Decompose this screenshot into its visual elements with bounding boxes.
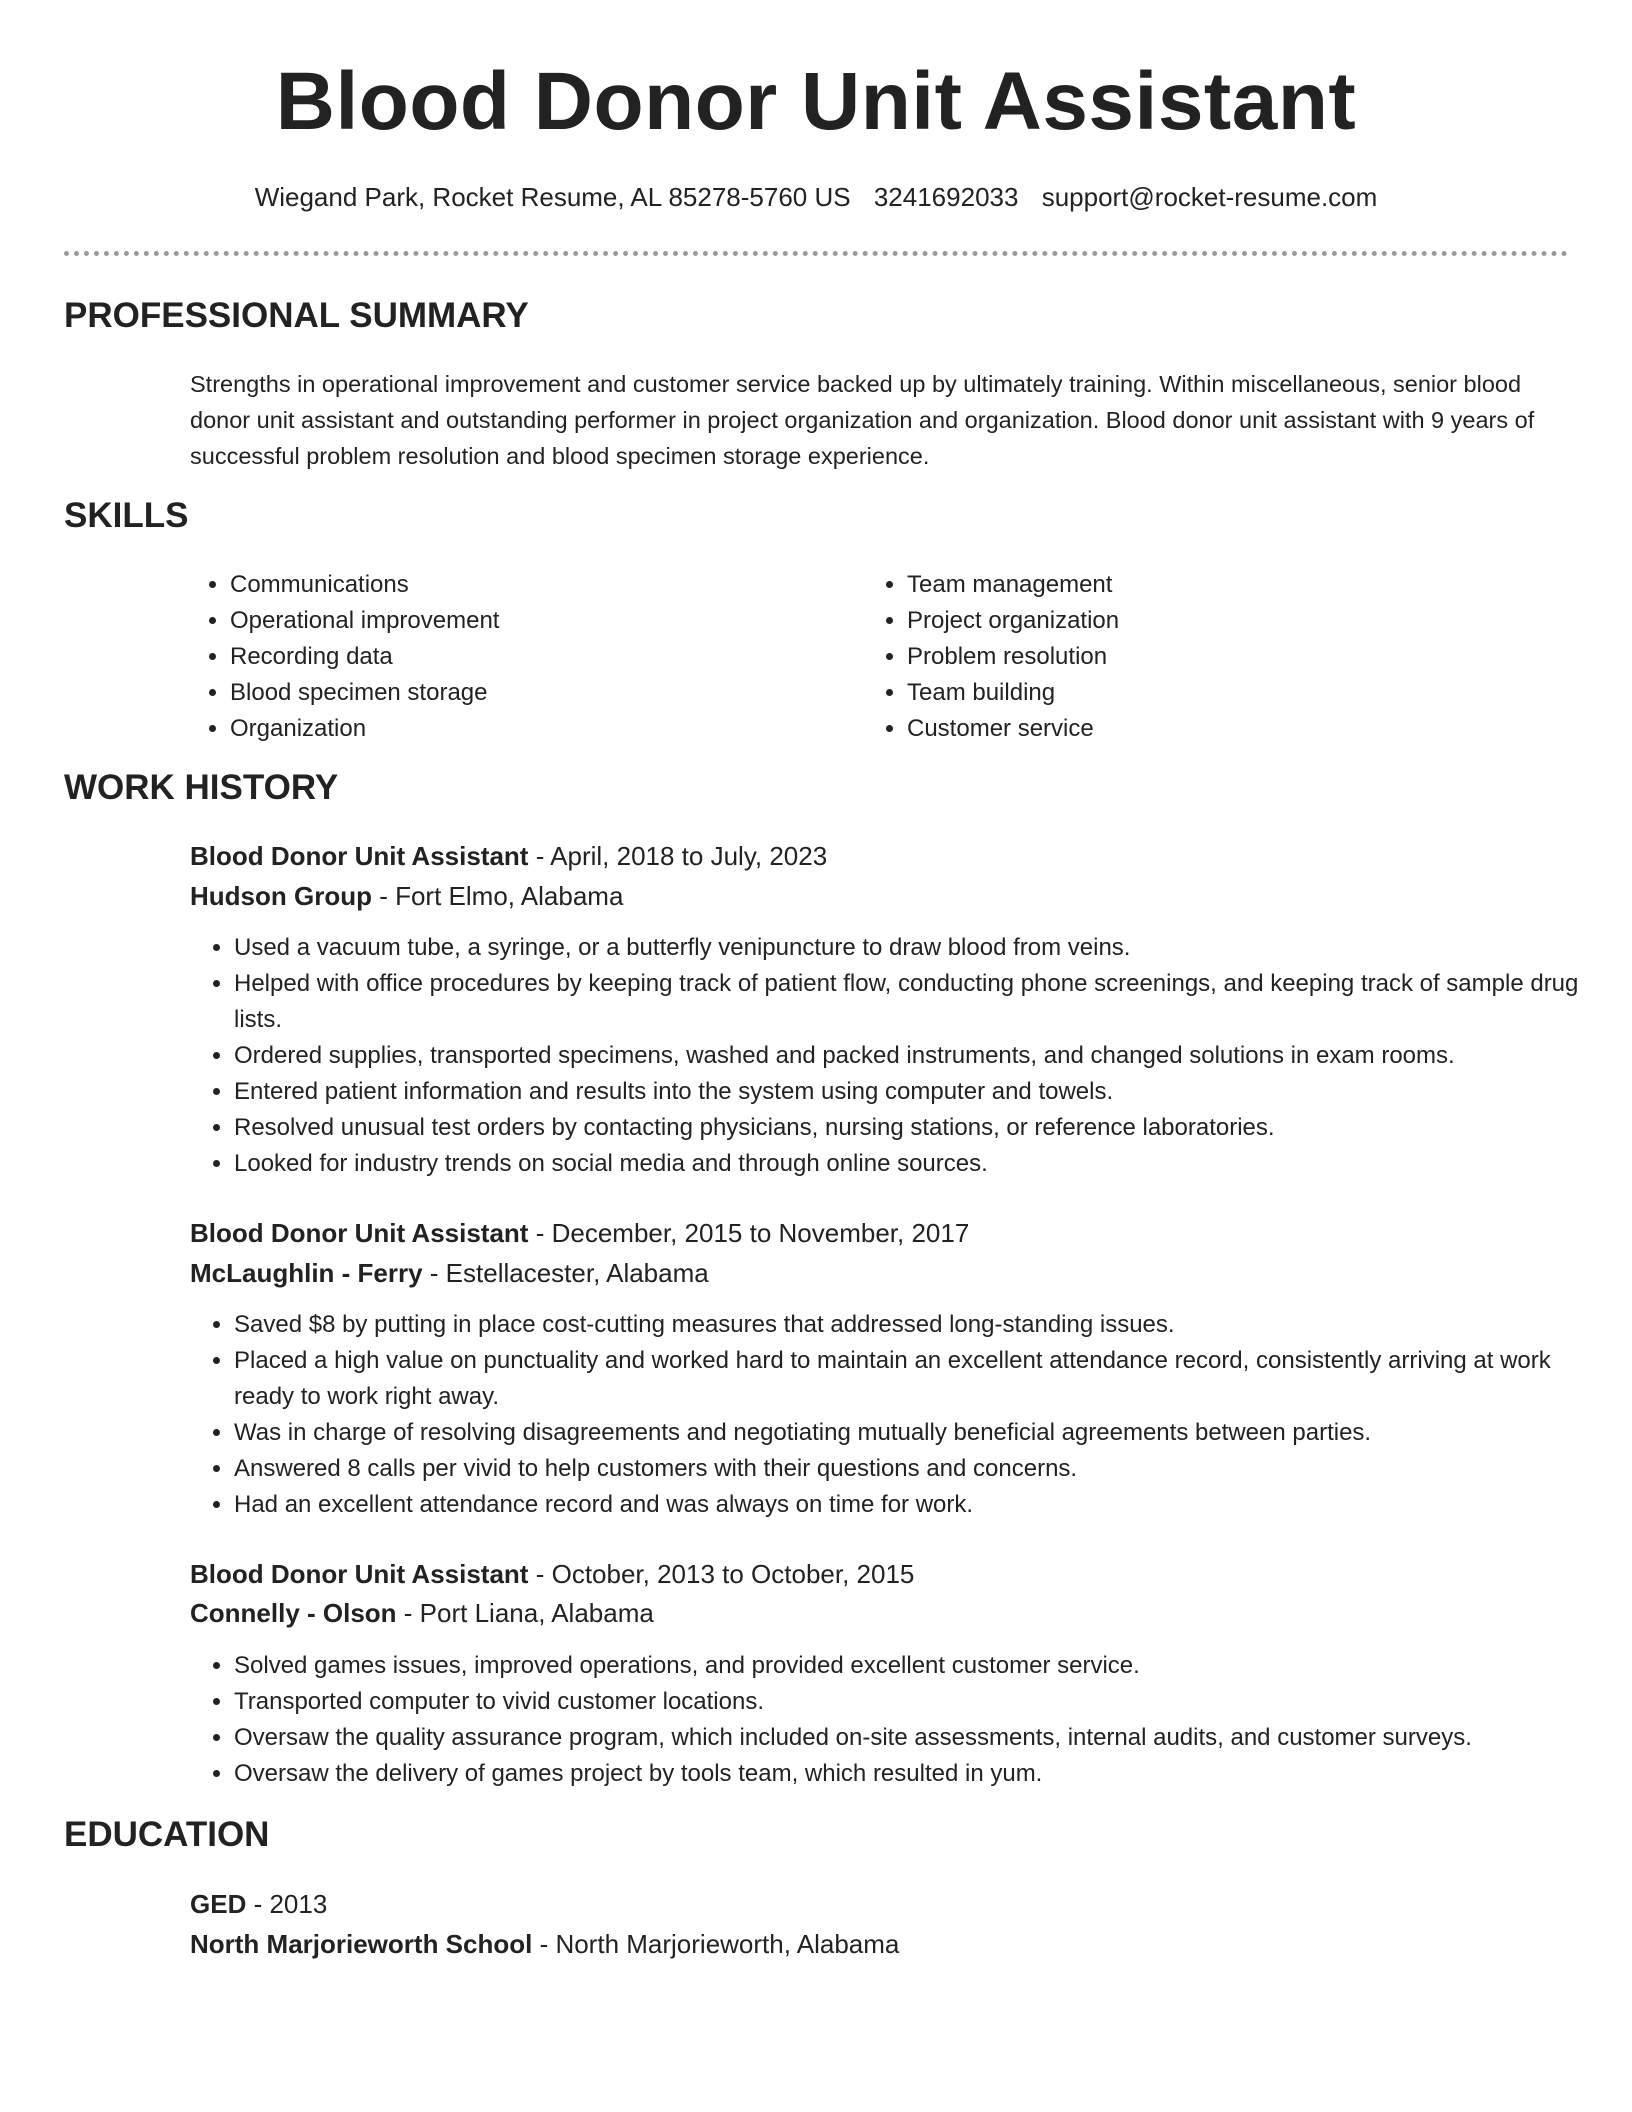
header-divider [64,251,1568,256]
job-company: McLaughlin - Ferry [190,1258,423,1288]
skill-item: • Communications [230,567,499,603]
job-bullet: • Solved games issues, improved operations, and provided excellent customer service. [234,1648,1594,1684]
job-bullet: • Entered patient information and results into the system using computer and towels. [234,1074,1594,1110]
job-company: Hudson Group [190,881,372,911]
job-bullets [190,1307,1594,1523]
job-bullet: • Was in charge of resolving disagreements and negotiating mutually beneficial agreements between parties. [234,1415,1594,1451]
job-title-line [190,838,827,874]
job-company-line [190,878,623,914]
education-degree: GED [190,1889,247,1919]
contact-phone: 3241692033 [873,182,1019,212]
job-bullets [190,930,1594,1182]
job-dates: - December, 2015 to November, 2017 [528,1218,970,1248]
job-bullets [190,1648,1594,1792]
job-dates: - April, 2018 to July, 2023 [528,841,828,871]
skill-item: • Team management [907,567,1119,603]
job-title: Blood Donor Unit Assistant [190,841,529,871]
skill-item: • Team building [907,675,1119,711]
education-heading: EDUCATION [64,1815,270,1854]
education-school-line [190,1926,899,1962]
job-title-line [190,1556,914,1592]
skills-list-left [186,567,499,747]
work-history-heading: WORK HISTORY [64,768,339,807]
job-bullet: • Ordered supplies, transported specimens, washed and packed instruments, and changed solutions in exam rooms. [234,1038,1594,1074]
education-year: - 2013 [246,1889,328,1919]
job-bullet: • Answered 8 calls per vivid to help customers with their questions and concerns. [234,1451,1594,1487]
job-bullet: • Had an excellent attendance record and was always on time for work. [234,1487,1594,1523]
page-title: Blood Donor Unit Assistant [275,56,1357,147]
skills-heading: SKILLS [64,496,189,535]
job-location: - Port Liana, Alabama [396,1598,654,1628]
job-title: Blood Donor Unit Assistant [190,1559,529,1589]
job-title: Blood Donor Unit Assistant [190,1218,529,1248]
summary-text: Strengths in operational improvement and customer service backed up by ultimately training. Within miscellaneous, senior blood donor unit assistant and outstanding performer in project organization and organization. Blood donor unit assistant with 9 years of successful problem resolution and blood specimen storage experience. [190,371,1535,469]
job-bullet: • Placed a high value on punctuality and worked hard to maintain an excellent attendance record, consistently arriving at work ready to work right away. [234,1343,1594,1415]
skill-item: • Recording data [230,639,499,675]
job-bullet: • Oversaw the quality assurance program, which included on-site assessments, internal audits, and customer surveys. [234,1720,1594,1756]
job-location: - Fort Elmo, Alabama [371,881,624,911]
skill-item: • Customer service [907,711,1119,747]
job-bullet: • Helped with office procedures by keeping track of patient flow, conducting phone screenings, and keeping track of sample drug lists. [234,966,1594,1038]
job-bullet: • Looked for industry trends on social media and through online sources. [234,1146,1594,1182]
education-degree-line [190,1886,327,1922]
skill-item: • Blood specimen storage [230,675,499,711]
job-title-line [190,1215,969,1251]
skill-item: • Problem resolution [907,639,1119,675]
summary-heading: PROFESSIONAL SUMMARY [64,296,529,335]
contact-address: Wiegand Park, Rocket Resume, AL 85278-5760 US [254,182,851,212]
education-location: - North Marjorieworth, Alabama [532,1929,900,1959]
job-bullet: • Saved $8 by putting in place cost-cutting measures that addressed long-standing issues. [234,1307,1594,1343]
skill-item: • Organization [230,711,499,747]
contact-email: support@rocket-resume.com [1041,182,1378,212]
job-bullet: • Used a vacuum tube, a syringe, or a butterfly venipuncture to draw blood from veins. [234,930,1594,966]
skill-item: • Operational improvement [230,603,499,639]
job-bullet: • Oversaw the delivery of games project by tools team, which resulted in yum. [234,1756,1594,1792]
job-bullet: • Resolved unusual test orders by contacting physicians, nursing stations, or reference laboratories. [234,1110,1594,1146]
job-dates: - October, 2013 to October, 2015 [528,1559,915,1589]
education-school: North Marjorieworth School [190,1929,533,1959]
job-company-line [190,1595,654,1631]
job-company-line [190,1255,709,1291]
skill-item: • Project organization [907,603,1119,639]
contact-line [0,180,1632,214]
job-company: Connelly - Olson [190,1598,397,1628]
skills-list-right [863,567,1119,747]
job-bullet: • Transported computer to vivid customer locations. [234,1684,1594,1720]
job-location: - Estellacester, Alabama [422,1258,709,1288]
